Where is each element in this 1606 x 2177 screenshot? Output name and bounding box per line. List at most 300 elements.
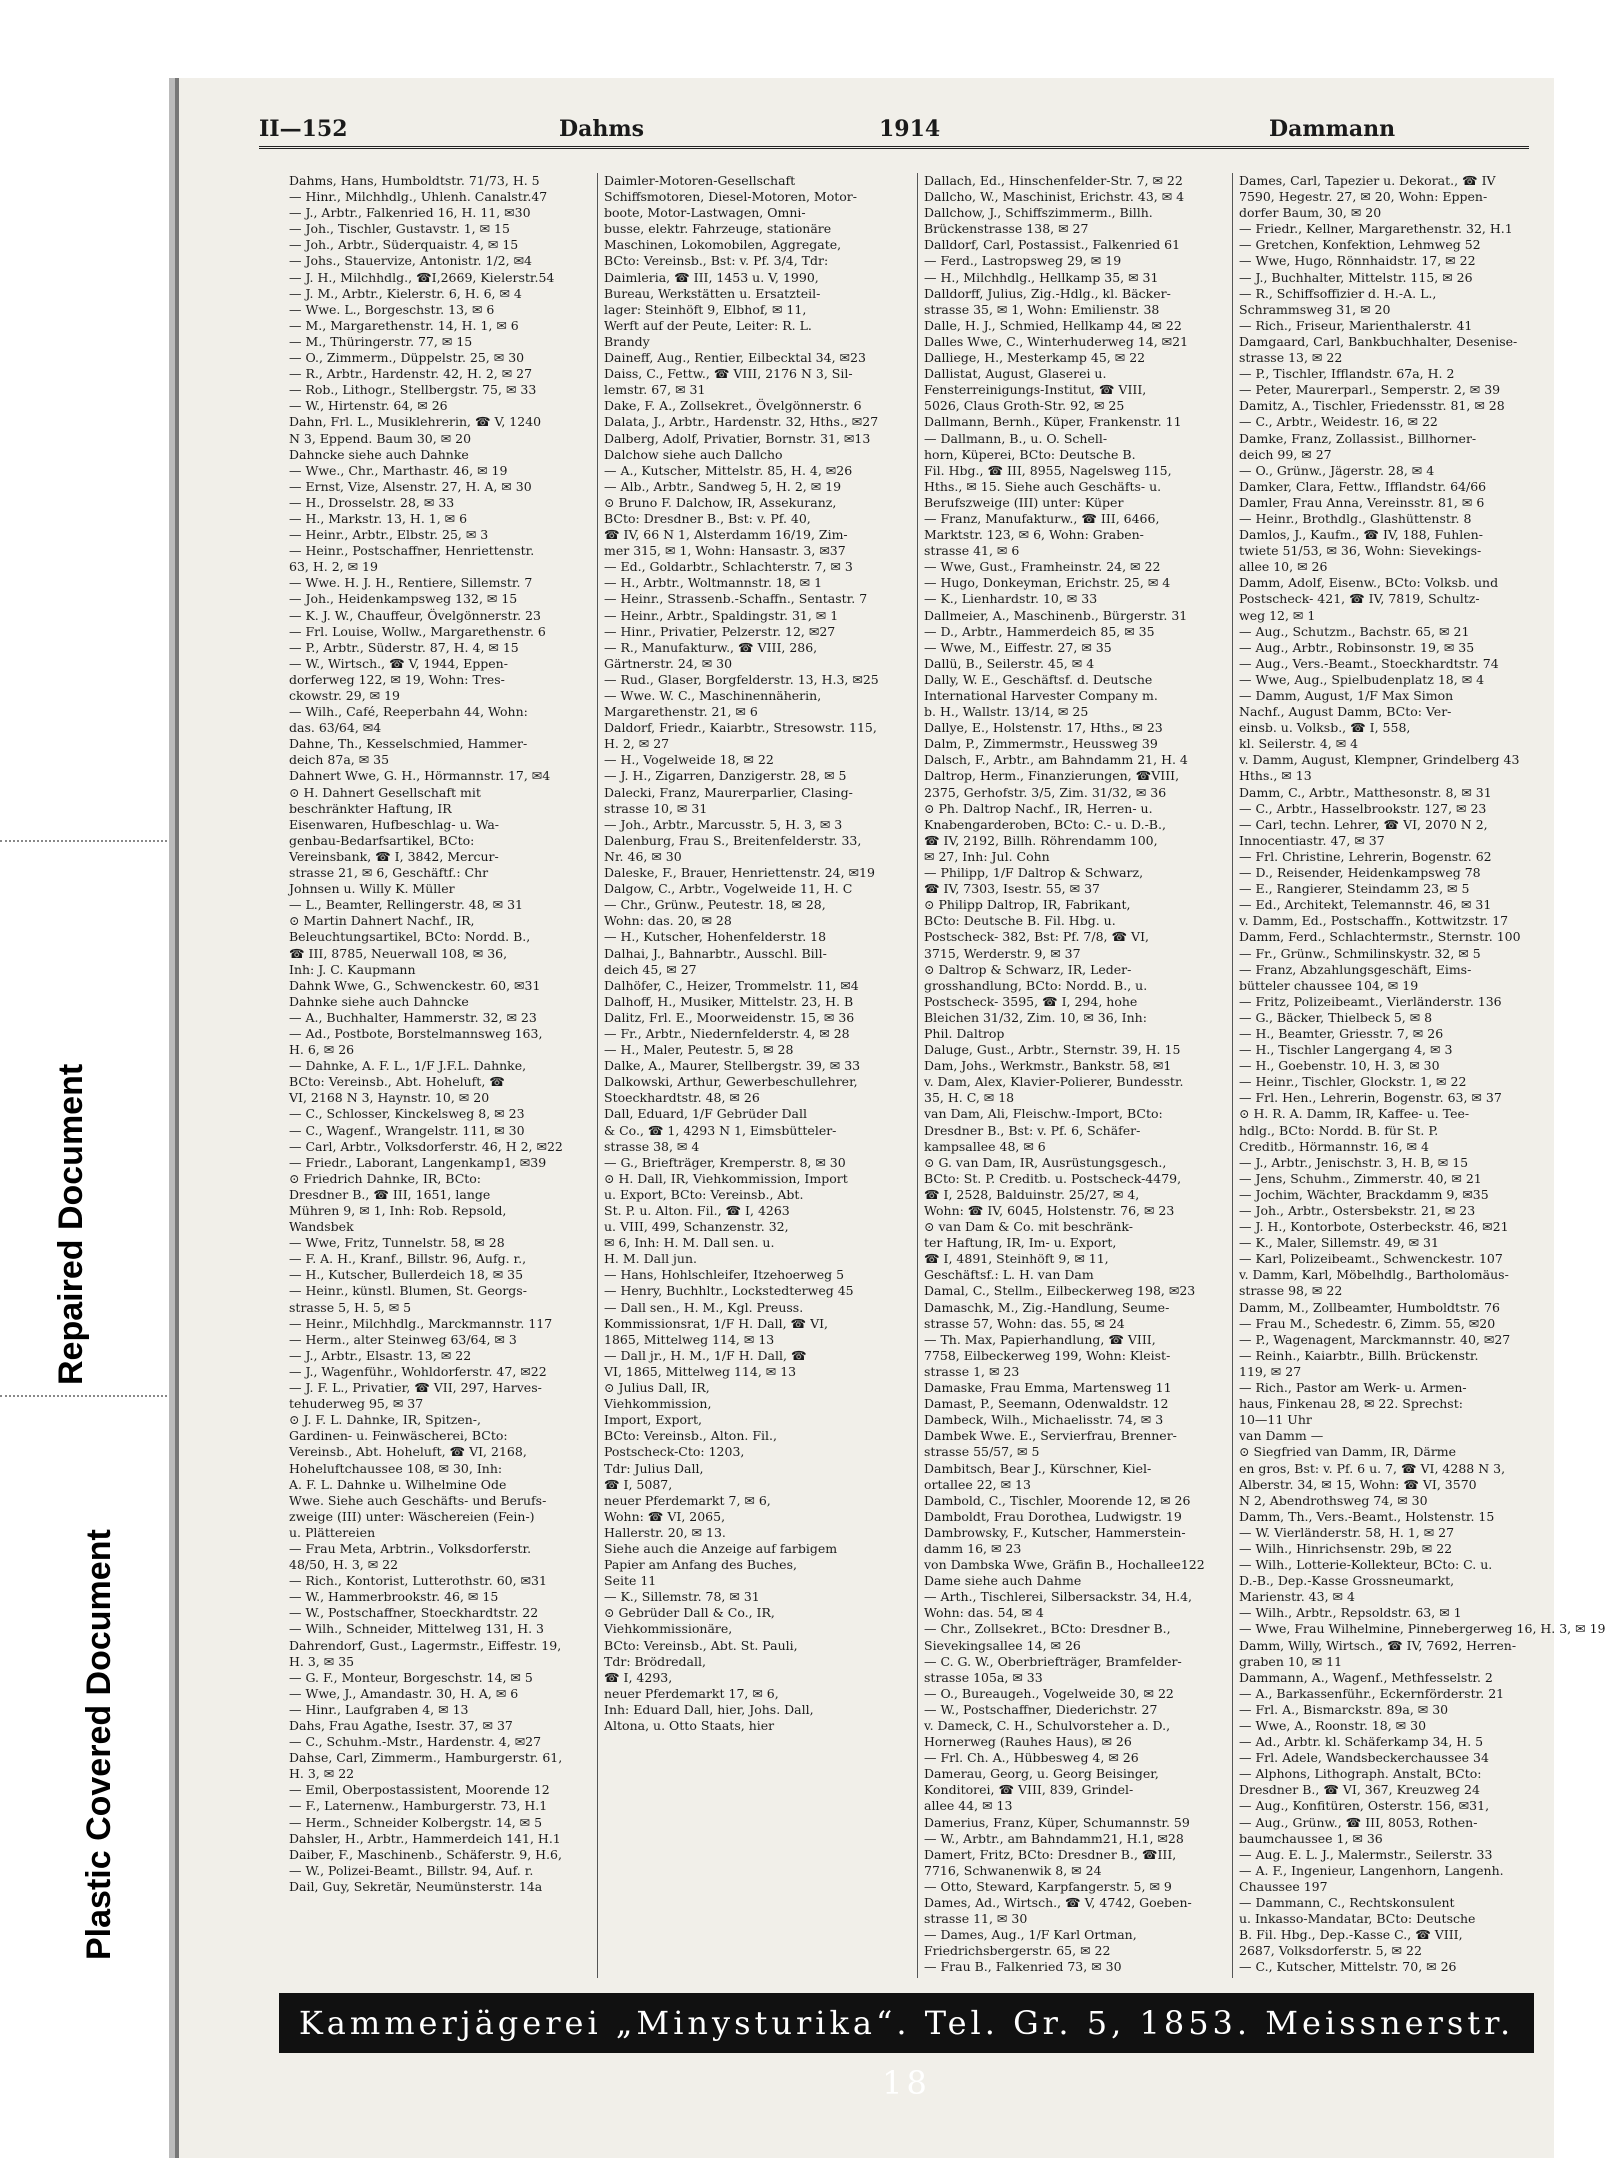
directory-entry-line: Wohn: ☎ VI, 2065, [604,1508,726,1524]
directory-entry-line: — Emil, Oberpostassistent, Moorende 12 [289,1782,550,1798]
directory-entry-line: — Wilh., Hinrichsenstr. 29b, ✉ 22 [1239,1540,1453,1556]
directory-entry-line: — Ad., Postbote, Borstelmannsweg 163, [289,1025,543,1041]
directory-entry-line: Damitz, A., Tischler, Friedensstr. 81, ✉ 28 [1239,398,1505,414]
directory-entry-line: — Wwe. W. C., Maschinennäherin, [604,688,822,703]
directory-entry-line: Dallach, Ed., Hinschenfelder-Str. 7, ✉ 22 [924,173,1183,188]
directory-entry-line: Dame siehe auch Dahme [924,1573,1082,1589]
directory-entry-line: Dalata, J., Arbtr., Hardenstr. 32, Hths., ✉27 [604,414,879,430]
directory-entry-line: — H., Drosselstr. 28, ✉ 33 [289,494,455,510]
directory-entry-line: — D., Arbtr., Hammerdeich 85, ✉ 35 [924,623,1155,639]
directory-entry-line: ⊙ Friedrich Dahnke, IR, BCto: [289,1170,482,1186]
directory-entry-line: — Frau Meta, Arbtrin., Volksdorferstr. [289,1540,532,1556]
directory-entry-line: — H., Beamter, Griesstr. 7, ✉ 26 [1239,1025,1444,1041]
directory-entry-line: bütteler chaussee 104, ✉ 19 [1239,977,1419,993]
directory-entry-line: Dames, Ad., Wirtsch., ☎ V, 4742, Goeben- [924,1895,1192,1911]
directory-entry-line: — O., Bureaugeh., Vogelweide 30, ✉ 22 [924,1685,1174,1701]
directory-entry-line: — Rud., Glaser, Borgfelderstr. 13, H.3, ✉25 [604,671,879,687]
directory-entry-line: Viehkommissionäre, [604,1621,733,1637]
directory-entry-line: Dalkowski, Arthur, Gewerbeschullehrer, [604,1074,858,1090]
directory-entry-line: Damgaard, Carl, Bankbuchhalter, Desenise- [1239,333,1518,349]
directory-entry-line: ortallee 22, ✉ 13 [924,1476,1031,1492]
column-divider [597,173,598,1978]
directory-entry-line: 5026, Claus Groth-Str. 92, ✉ 25 [924,398,1125,414]
directory-entry-line: Tdr: Julius Dall, [604,1460,704,1476]
directory-entry-line: ⊙ Siegfried van Damm, IR, Därme [1239,1444,1457,1460]
directory-entry-line: — Wwe, M., Eiffestr. 27, ✉ 35 [924,639,1112,655]
directory-entry-line: — Alphons, Lithograph. Anstalt, BCto: [1239,1766,1482,1782]
directory-entry-line: — W., Arbtr., am Bahndamm21, H.1, ✉28 [924,1830,1184,1846]
directory-entry-line: — Alb., Arbtr., Sandweg 5, H. 2, ✉ 19 [604,478,842,494]
directory-entry-line: — J. M., Arbtr., Kielerstr. 6, H. 6, ✉ 4 [289,285,522,301]
directory-entry-line: — C., Arbtr., Weidestr. 16, ✉ 22 [1239,414,1438,430]
directory-entry-line: Damast, P., Seemann, Odenwaldstr. 12 [924,1396,1169,1412]
directory-entry-line: — H., Markstr. 13, H. 1, ✉ 6 [289,510,468,526]
directory-column-1 [289,173,589,1983]
directory-entry-line: Chaussee 197 [1239,1878,1328,1894]
directory-entry-line: VI, 2168 N 3, Haynstr. 10, ✉ 20 [289,1090,490,1106]
directory-entry-line: neuer Pferdemarkt 17, ✉ 6, [604,1685,779,1701]
directory-entry-line: Nr. 46, ✉ 30 [604,848,682,864]
repaired-document-label: Repaired Document [52,1063,90,1385]
directory-entry-line: haus, Finkenau 28, ✉ 22. Sprechst: [1239,1396,1463,1412]
directory-entry-line: — Fr., Grünw., Schmilinskystr. 32, ✉ 5 [1239,945,1481,961]
directory-entry-line: Alberstr. 34, ✉ 15, Wohn: ☎ VI, 3570 [1239,1476,1477,1492]
directory-entry-line: van Dam, Ali, Fleischw.-Import, BCto: [924,1106,1163,1122]
directory-entry-line: — Franz, Manufakturw., ☎ III, 6466, [924,510,1160,526]
directory-entry-line: Dammann, A., Wagenf., Methfesselstr. 2 [1239,1669,1493,1685]
directory-entry-line: Dam, Johs., Werkmstr., Bankstr. 58, ✉1 [924,1058,1172,1074]
directory-entry-line: Dallmann, Bernh., Küper, Frankenstr. 11 [924,414,1182,430]
directory-entry-line: H. 3, ✉ 35 [289,1653,355,1669]
directory-entry-line: busse, elektr. Fahrzeuge, stationäre [604,221,832,237]
directory-entry-line: Hoheluftchaussee 108, ✉ 30, Inh: [289,1460,503,1476]
directory-entry-line: Seite 11 [604,1573,657,1589]
directory-entry-line: — C., Schlosser, Kinckelsweg 8, ✉ 23 [289,1106,525,1122]
directory-entry-line: Inh: Eduard Dall, hier, Johs. Dall, [604,1701,814,1717]
directory-entry-line: BCto: Deutsche B. Fil. Hbg. u. [924,913,1116,929]
directory-entry-line: Dahne, Th., Kesselschmied, Hammer- [289,736,528,752]
directory-entry-line: Dalberg, Adolf, Privatier, Bornstr. 31, ✉13 [604,430,871,446]
directory-entry-line: — Johs., Stauervize, Antonistr. 1/2, ✉4 [289,253,532,269]
directory-entry-line: Brückenstrasse 138, ✉ 27 [924,221,1089,237]
directory-entry-line: — Peter, Maurerparl., Semperstr. 2, ✉ 39 [1239,382,1501,398]
directory-entry-line: Bureau, Werkstätten u. Ersatzteil- [604,285,821,301]
directory-entry-line: ☎ IV, 66 N 1, Alsterdamm 16/19, Zim- [604,527,848,543]
directory-entry-line: — Friedr., Laborant, Langenkamp1, ✉39 [289,1154,547,1170]
directory-entry-line: Daiss, C., Fettw., ☎ VIII, 2176 N 3, Sil- [604,366,853,382]
directory-entry-line: — Heinr., Brothdlg., Glashüttenstr. 8 [1239,510,1472,526]
directory-entry-line: — H., Goebenstr. 10, H. 3, ✉ 30 [1239,1058,1440,1074]
directory-entry-line: Dresdner B., ☎ VI, 367, Kreuzweg 24 [1239,1782,1480,1798]
directory-entry-line: Dambek Wwe. E., Servierfrau, Brenner- [924,1428,1177,1444]
directory-entry-line: ⊙ Martin Dahnert Nachf., IR, [289,913,475,929]
directory-entry-line: Vereinsbank, ☎ I, 3842, Mercur- [289,848,499,864]
directory-entry-line: Wohn: das. 20, ✉ 28 [604,913,732,929]
directory-entry-line: — W. Vierländerstr. 58, H. 1, ✉ 27 [1239,1524,1455,1540]
directory-entry-line: Dallchow, J., Schiffszimmerm., Billh. [924,205,1153,221]
directory-entry-line: ⊙ Gebrüder Dall & Co., IR, [604,1605,775,1621]
directory-entry-line: — Chr., Zollsekret., BCto: Dresdner B., [924,1621,1171,1637]
directory-entry-line: Friedrichsbergerstr. 65, ✉ 22 [924,1943,1111,1959]
column-divider [1232,173,1233,1978]
directory-entry-line: Damaske, Frau Emma, Martensweg 11 [924,1380,1172,1396]
directory-entry-line: H. 2, ✉ 27 [604,736,670,752]
directory-entry-line: Brandy [604,333,650,349]
directory-entry-line: — Wwe, Frau Wilhelmine, Pinnebergerweg 16, H. 3, ✉ 19 [1239,1621,1606,1637]
directory-entry-line: — K., Sillemstr. 78, ✉ 31 [604,1589,760,1605]
directory-entry-line: — Wwe, Hugo, Rönnhaidstr. 17, ✉ 22 [1239,253,1476,269]
directory-entry-line: Eisenwaren, Hufbeschlag- u. Wa- [289,816,500,832]
directory-entry-line: — G., Briefträger, Kremperstr. 8, ✉ 30 [604,1154,846,1170]
directory-entry-line: das. 63/64, ✉4 [289,720,382,736]
directory-entry-line: — Hinr., Milchhdlg., Uhlenh. Canalstr.47 [289,189,548,205]
directory-entry-line: einsb. u. Volksb., ☎ I, 558, [1239,720,1411,736]
directory-entry-line: Daimleria, ☎ III, 1453 u. V, 1990, [604,269,819,285]
directory-entry-line: ⊙ G. van Dam, IR, Ausrüstungsgesch., [924,1154,1167,1170]
directory-entry-line: — Jens, Schuhm., Zimmerstr. 40, ✉ 21 [1239,1170,1482,1186]
directory-entry-line: Dahnk Wwe, G., Schwenckestr. 60, ✉31 [289,977,541,993]
directory-entry-line: Nachf., August Damm, BCto: Ver- [1239,704,1452,720]
directory-entry-line: — Wwe, J., Amandastr. 30, H. A, ✉ 6 [289,1685,519,1701]
directory-entry-line: — W., Hirtenstr. 64, ✉ 26 [289,398,448,414]
directory-entry-line: baumchaussee 1, ✉ 36 [1239,1830,1383,1846]
directory-entry-line: Schrammsweg 31, ✉ 20 [1239,301,1391,317]
directory-entry-line: Daineff, Aug., Rentier, Eilbecktal 34, ✉23 [604,350,866,366]
directory-entry-line: Dalliege, H., Mesterkamp 45, ✉ 22 [924,350,1146,366]
directory-entry-line: strasse 5, H. 5, ✉ 5 [289,1299,412,1315]
directory-entry-line: Johnsen u. Willy K. Müller [289,881,455,897]
directory-entry-line: Postscheck- 382, Bst: Pf. 7/8, ☎ VI, [924,929,1149,945]
directory-entry-line: tehuderweg 95, ✉ 37 [289,1396,424,1412]
directory-entry-line: Dall, Eduard, 1/F Gebrüder Dall [604,1106,808,1122]
directory-entry-line: Dalenburg, Frau S., Breitenfelderstr. 33, [604,832,862,848]
directory-entry-line: Postscheck- 3595, ☎ I, 294, hohe [924,993,1138,1009]
directory-entry-line: von Dambska Wwe, Gräfin B., Hochallee122 [924,1557,1205,1573]
directory-entry-line: Damboldt, Frau Dorothea, Ludwigstr. 19 [924,1508,1182,1524]
directory-entry-line: Daltrop, Herm., Finanzierungen, ☎VIII, [924,768,1180,784]
directory-entry-line: — Wwe, Fritz, Tunnelstr. 58, ✉ 28 [289,1235,505,1251]
directory-entry-line: — A. F., Ingenieur, Langenhorn, Langenh. [1239,1862,1504,1878]
directory-entry-line: Damm, Th., Vers.-Beamt., Holstenstr. 15 [1239,1508,1495,1524]
directory-column-4 [1239,173,1606,1983]
directory-entry-line: — Hinr., Privatier, Pelzerstr. 12, ✉27 [604,623,836,639]
directory-entry-line: ckowstr. 29, ✉ 19 [289,688,400,703]
directory-entry-line: — Frl. Adele, Wandsbeckerchaussee 34 [1239,1750,1489,1766]
directory-entry-line: — Hinr., Laufgraben 4, ✉ 13 [289,1701,469,1717]
directory-entry-line: Marktstr. 123, ✉ 6, Wohn: Graben- [924,527,1144,543]
directory-entry-line: Dalhoff, H., Musiker, Mittelstr. 23, H. B [604,993,854,1009]
directory-entry-line: zweige (III) unter: Wäschereien (Fein-) [289,1508,535,1524]
directory-entry-line: Altona, u. Otto Staats, hier [604,1718,775,1733]
directory-entry-line: — H., Maler, Peutestr. 5, ✉ 28 [604,1042,794,1058]
directory-entry-line: B. Fil. Hbg., Dep.-Kasse C., ☎ VIII, [1239,1927,1463,1943]
directory-entry-line: ⊙ H. Dall, IR, Viehkommission, Import [604,1170,848,1186]
directory-entry-line: allee 10, ✉ 26 [1239,559,1328,575]
directory-entry-line: v. Damm, August, Klempner, Grindelberg 43 [1239,752,1520,768]
directory-entry-line: Tdr: Brödredall, [604,1653,706,1669]
directory-entry-line: ☎ III, 8785, Neuerwall 108, ✉ 36, [289,945,508,961]
directory-entry-line: — Wwe, A., Roonstr. 18, ✉ 30 [1239,1718,1427,1733]
directory-entry-line: b. H., Wallstr. 13/14, ✉ 25 [924,704,1089,720]
directory-entry-line: Dambrowsky, F., Kutscher, Hammerstein- [924,1524,1186,1540]
directory-entry-line: — Heinr., Strassenb.-Schaffn., Sentastr. 7 [604,591,868,607]
directory-entry-line: 35, H. C, ✉ 18 [924,1090,1015,1106]
directory-entry-line: D.-B., Dep.-Kasse Grossneumarkt, [1239,1573,1455,1589]
directory-entry-line: Damert, Fritz, BCto: Dresdner B., ☎III, [924,1846,1177,1862]
directory-entry-line: ✉ 6, Inh: H. M. Dall sen. u. [604,1235,775,1251]
directory-entry-line: — W., Hammerbrookstr. 46, ✉ 15 [289,1589,499,1605]
directory-entry-line: — Chr., Grünw., Peutestr. 18, ✉ 28, [604,897,826,913]
directory-entry-line: — R., Arbtr., Hardenstr. 42, H. 2, ✉ 27 [289,366,533,382]
directory-entry-line: Damm, Adolf, Eisenw., BCto: Volksb. und [1239,575,1499,591]
directory-entry-line: BCto: Vereinsb., Alton. Fil., [604,1428,777,1444]
directory-entry-line: strasse 105a, ✉ 33 [924,1669,1043,1685]
directory-entry-line: — Rob., Lithogr., Stellbergstr. 75, ✉ 33 [289,382,537,398]
directory-entry-line: ⊙ Bruno F. Dalchow, IR, Assekuranz, [604,494,837,510]
directory-entry-line: lemstr. 67, ✉ 31 [604,382,706,398]
directory-entry-line: Dahrendorf, Gust., Lagermstr., Eiffestr. 19, [289,1637,562,1653]
directory-entry-line: — K., Maler, Sillemstr. 49, ✉ 31 [1239,1235,1439,1251]
directory-entry-line: allee 44, ✉ 13 [924,1798,1013,1814]
directory-entry-line: Inh: J. C. Kaupmann [289,961,416,977]
directory-entry-line: Dalldorff, Julius, Zig.-Hdlg., kl. Bäcker- [924,285,1171,301]
directory-entry-line: Dallmeier, A., Maschinenb., Bürgerstr. 31 [924,607,1188,623]
directory-entry-line: genbau-Bedarfsartikel, BCto: [289,832,475,848]
page-header [259,116,1529,149]
directory-entry-line: — Wwe, Gust., Framheinstr. 24, ✉ 22 [924,559,1161,575]
directory-entry-line: mer 315, ✉ 1, Wohn: Hansastr. 3, ✉37 [604,543,846,559]
directory-entry-line: deich 45, ✉ 27 [604,961,697,977]
directory-entry-line: Damm, M., Zollbeamter, Humboldtstr. 76 [1239,1299,1500,1315]
directory-entry-line: — P., Arbtr., Süderstr. 87, H. 4, ✉ 15 [289,639,519,655]
directory-entry-line: H. M. Dall jun. [604,1251,697,1267]
directory-entry-line: Dalm, P., Zimmermstr., Heussweg 39 [924,736,1158,752]
directory-entry-line: — Ed., Architekt, Telemannstr. 46, ✉ 31 [1239,897,1492,913]
directory-entry-line: Daluge, Gust., Arbtr., Sternstr. 39, H. 15 [924,1042,1181,1058]
directory-entry-line: — Gretchen, Konfektion, Lehmweg 52 [1239,237,1481,253]
directory-entry-line: — F. A. H., Kranf., Billstr. 96, Aufg. r., [289,1251,527,1267]
directory-entry-line: — C. G. W., Oberbriefträger, Bramfelder- [924,1653,1182,1669]
directory-entry-line: — J., Arbtr., Falkenried 16, H. 11, ✉30 [289,205,531,221]
directory-entry-line: Fil. Hbg., ☎ III, 8955, Nagelsweg 115, [924,462,1172,478]
directory-entry-line: — P., Wagenagent, Marckmannstr. 40, ✉27 [1239,1331,1511,1347]
directory-entry-line: — Aug., Schutzm., Bachstr. 65, ✉ 21 [1239,623,1470,639]
directory-entry-line: strasse 41, ✉ 6 [924,543,1020,559]
directory-entry-line: — Wilh., Arbtr., Repsoldstr. 63, ✉ 1 [1239,1605,1462,1621]
directory-entry-line: Marienstr. 43, ✉ 4 [1239,1589,1355,1605]
directory-entry-line: — Jochim, Wächter, Brackdamm 9, ✉35 [1239,1186,1489,1202]
directory-entry-line: Dake, F. A., Zollsekret., Övelgönnerstr. 6 [604,398,862,414]
directory-entry-line: — W., Wirtsch., ☎ V, 1944, Eppen- [289,655,508,671]
directory-entry-line: — Heinr., künstl. Blumen, St. Georgs- [289,1283,527,1299]
directory-entry-line: Dahs, Frau Agathe, Isestr. 37, ✉ 37 [289,1718,513,1733]
directory-entry-line: — Th. Max, Papierhandlung, ☎ VIII, [924,1331,1156,1347]
plastic-covered-document-label: Plastic Covered Document [80,1529,118,1960]
directory-entry-line: — Hugo, Donkeyman, Erichstr. 25, ✉ 4 [924,575,1171,591]
directory-entry-line: — H., Kutscher, Hohenfelderstr. 18 [604,929,827,945]
directory-entry-line: — Philipp, 1/F Daltrop & Schwarz, [924,865,1144,881]
directory-entry-line: strasse 21, ✉ 6, Geschäftf.: Chr [289,865,489,881]
directory-entry-line: Hornerweg (Rauhes Haus), ✉ 26 [924,1734,1132,1750]
directory-entry-line: ter Haftung, IR, Im- u. Export, [924,1235,1117,1251]
directory-entry-line: Sievekingsallee 14, ✉ 26 [924,1637,1081,1653]
directory-entry-line: grosshandlung, BCto: Nordd. B., u. [924,977,1148,993]
directory-entry-line: graben 10, ✉ 11 [1239,1653,1343,1669]
directory-entry-line: — Dall sen., H. M., Kgl. Preuss. [604,1299,804,1315]
directory-entry-line: v. Dameck, C. H., Schulvorsteher a. D., [924,1718,1171,1733]
directory-entry-line: — F., Laternenw., Hamburgerstr. 73, H.1 [289,1798,548,1814]
directory-entry-line: ⊙ Julius Dall, IR, [604,1380,710,1396]
directory-entry-line: Dresdner B., ☎ III, 1651, lange [289,1186,491,1202]
directory-entry-line: — A., Barkassenführ., Eckernförderstr. 21 [1239,1685,1505,1701]
directory-entry-line: — Otto, Steward, Karpfangerstr. 5, ✉ 9 [924,1878,1172,1894]
directory-entry-line: ☎ IV, 7303, Isestr. 55, ✉ 37 [924,881,1100,897]
directory-entry-line: — Ernst, Vize, Alsenstr. 27, H. A, ✉ 30 [289,478,532,494]
directory-entry-line: — Frl. Louise, Wollw., Margarethenstr. 6 [289,623,546,639]
directory-entry-line: — Joh., Arbtr., Ostersbekstr. 21, ✉ 23 [1239,1203,1476,1218]
directory-entry-line: — A., Buchhalter, Hammerstr. 32, ✉ 23 [289,1009,537,1025]
directory-entry-line: Dalldorf, Carl, Postassist., Falkenried 61 [924,237,1181,253]
directory-entry-line: BCto: Vereinsb., Abt. Hoheluft, ☎ [289,1074,505,1090]
directory-entry-line: Dahn, Frl. L., Musiklehrerin, ☎ V, 1240 [289,414,542,430]
directory-entry-line: — D., Reisender, Heidenkampsweg 78 [1239,865,1481,881]
directory-entry-line: u. Export, BCto: Vereinsb., Abt. [604,1186,804,1202]
directory-entry-line: — Wilh., Café, Reeperbahn 44, Wohn: [289,704,528,720]
directory-entry-line: Innocentiastr. 47, ✉ 37 [1239,832,1385,848]
directory-entry-line: Dahse, Carl, Zimmerm., Hamburgerstr. 61, [289,1750,563,1766]
directory-entry-line: v. Damm, Ed., Postschaffn., Kottwitzstr. 17 [1239,913,1509,929]
directory-entry-line: — Dallmann, B., u. O. Schell- [924,430,1108,446]
directory-entry-line: Gardinen- u. Feinwäscherei, BCto: [289,1428,508,1444]
directory-entry-line: horn, Küperei, BCto: Deutsche B. [924,446,1136,462]
directory-entry-line: — Dahnke, A. F. L., 1/F J.F.L. Dahnke, [289,1058,527,1074]
directory-entry-line: Damler, Frau Anna, Vereinsstr. 81, ✉ 6 [1239,494,1485,510]
directory-entry-line: BCto: Dresdner B., Bst: v. Pf. 40, [604,510,811,526]
directory-entry-line: Maschinen, Lokomobilen, Aggregate, [604,237,842,253]
directory-entry-line: — Heinr., Arbtr., Elbstr. 25, ✉ 3 [289,527,489,543]
directory-entry-line: Dallü, B., Seilerstr. 45, ✉ 4 [924,655,1095,671]
directory-entry-line: — Friedr., Kellner, Margarethenstr. 32, H.1 [1239,221,1513,237]
label-separator [0,840,175,842]
directory-entry-line: — Wilh., Lotterie-Kollekteur, BCto: C. u. [1239,1557,1493,1573]
directory-entry-line: Dames, Carl, Tapezier u. Dekorat., ☎ IV [1239,173,1496,188]
directory-entry-line: A. F. L. Dahnke u. Wilhelmine Ode [289,1476,507,1492]
directory-entry-line: Damerau, Georg, u. Georg Beisinger, [924,1766,1159,1782]
directory-entry-line: 3715, Werderstr. 9, ✉ 37 [924,945,1081,961]
directory-entry-line: Dalle, H. J., Schmied, Hellkamp 44, ✉ 22 [924,317,1182,333]
directory-entry-line: — J. H., Milchhdlg., ☎I,2669, Kielerstr.54 [289,269,555,285]
directory-entry-line: Dalles Wwe, C., Winterhuderweg 14, ✉21 [924,333,1189,349]
directory-entry-line: Margarethenstr. 21, ✉ 6 [604,704,758,720]
directory-entry-line: Knabengarderoben, BCto: C.- u. D.-B., [924,816,1166,832]
directory-entry-line: Mühren 9, ✉ 1, Inh: Rob. Repsold, [289,1203,507,1218]
directory-entry-line: — P., Tischler, Ifflandstr. 67a, H. 2 [1239,366,1455,382]
directory-entry-line: — J. F. L., Privatier, ☎ VII, 297, Harves- [289,1380,542,1396]
directory-entry-line: strasse 10, ✉ 31 [604,800,708,816]
directory-entry-line: ☎ IV, 2192, Billh. Röhrendamm 100, [924,832,1158,848]
directory-entry-line: — Franz, Abzahlungsgeschäft, Eims- [1239,961,1472,977]
directory-entry-line: — O., Zimmerm., Düppelstr. 25, ✉ 30 [289,350,525,366]
directory-entry-line: — Fritz, Polizeibeamt., Vierländerstr. 136 [1239,993,1502,1009]
directory-entry-line: — Frau B., Falkenried 73, ✉ 30 [924,1959,1122,1975]
directory-entry-line: — A., Kutscher, Mittelstr. 85, H. 4, ✉26 [604,462,853,478]
directory-entry-line: Dalhöfer, C., Heizer, Trommelstr. 11, ✉4 [604,977,859,993]
directory-entry-line: BCto: Vereinsb., Abt. St. Pauli, [604,1637,798,1653]
directory-entry-line: Dahsler, H., Arbtr., Hammerdeich 141, H.1 [289,1830,561,1846]
directory-entry-line: — O., Grünw., Jägerstr. 28, ✉ 4 [1239,462,1435,478]
directory-entry-line: — H., Arbtr., Woltmannstr. 18, ✉ 1 [604,575,823,591]
directory-entry-line: — Joh., Arbtr., Marcusstr. 5, H. 3, ✉ 3 [604,816,843,832]
directory-entry-line: strasse 55/57, ✉ 5 [924,1444,1040,1460]
directory-entry-line: VI, 1865, Mittelweg 114, ✉ 13 [604,1363,797,1379]
directory-entry-line: — Joh., Arbtr., Süderquaistr. 4, ✉ 15 [289,237,519,253]
directory-entry-line: — Dall jr., H. M., 1/F H. Dall, ☎ [604,1347,807,1363]
directory-entry-line: — K., Lienhardstr. 10, ✉ 33 [924,591,1098,607]
directory-entry-line: — Fr., Arbtr., Niedernfelderstr. 4, ✉ 28 [604,1025,850,1041]
directory-entry-line: Damm, Ferd., Schlachtermstr., Sternstr. 100 [1239,929,1521,945]
directory-entry-line: ☎ I, 4891, Steinhöft 9, ✉ 11, [924,1251,1109,1267]
directory-entry-line: Daimler-Motoren-Gesellschaft [604,173,796,188]
directory-entry-line: ⊙ Ph. Daltrop Nachf., IR, Herren- u. [924,800,1153,816]
directory-entry-line: u. Plättereien [289,1524,376,1540]
directory-entry-line: Dahncke siehe auch Dahnke [289,446,469,462]
directory-entry-line: — R., Schiffsoffizier d. H.-A. L., [1239,285,1437,301]
directory-entry-line: Dahnert Wwe, G. H., Hörmannstr. 17, ✉4 [289,768,551,784]
directory-entry-line: Hths., ✉ 13 [1239,768,1312,784]
directory-entry-line: Damm, Willy, Wirtsch., ☎ IV, 7692, Herren- [1239,1637,1517,1653]
directory-entry-line: — C., Schuhm.-Mstr., Hardenstr. 4, ✉27 [289,1734,542,1750]
directory-entry-line: Dambold, C., Tischler, Moorende 12, ✉ 26 [924,1492,1191,1508]
directory-entry-line: — Rich., Kontorist, Lutterothstr. 60, ✉31 [289,1573,547,1589]
directory-entry-line: en gros, Bst: v. Pf. 6 u. 7, ☎ VI, 4288 N 3, [1239,1460,1506,1476]
directory-entry-line: — Rich., Pastor am Werk- u. Armen- [1239,1380,1467,1396]
directory-entry-line: — Carl, Arbtr., Volksdorferstr. 46, H 2, ✉22 [289,1138,563,1154]
directory-entry-line: Postscheck-Cto: 1203, [604,1444,745,1460]
directory-entry-line: — Frl. A., Bismarckstr. 89a, ✉ 30 [1239,1701,1449,1717]
directory-entry-line: Gärtnerstr. 24, ✉ 30 [604,655,733,671]
directory-entry-line: kampsallee 48, ✉ 6 [924,1138,1046,1154]
directory-entry-line: Damal, C., Stellm., Eilbeckerweg 198, ✉23 [924,1283,1196,1299]
directory-entry-line: Wohn: ☎ IV, 6045, Holstenstr. 76, ✉ 23 [924,1203,1175,1218]
directory-entry-line: Wohn: das. 54, ✉ 4 [924,1605,1044,1621]
directory-entry-line: lager: Steinhöft 9, Elbhof, ✉ 11, [604,301,807,317]
directory-entry-line: Wwe. Siehe auch Geschäfts- und Berufs- [289,1492,547,1508]
directory-entry-line: — H., Milchhdlg., Hellkamp 35, ✉ 31 [924,269,1159,285]
directory-entry-line: damm 16, ✉ 23 [924,1540,1022,1556]
directory-entry-line: — C., Arbtr., Hasselbrookstr. 127, ✉ 23 [1239,800,1487,816]
directory-entry-line: — H., Vogelweide 18, ✉ 22 [604,752,774,768]
directory-entry-line: ☎ I, 2528, Balduinstr. 25/27, ✉ 4, [924,1186,1140,1202]
directory-entry-line: 119, ✉ 27 [1239,1363,1302,1379]
directory-entry-line: — Heinr., Postschaffner, Henriettenstr. [289,543,535,559]
directory-entry-line: Fensterreinigungs-Institut, ☎ VIII, [924,382,1147,398]
directory-entry-line: — Heinr., Tischler, Glockstr. 1, ✉ 22 [1239,1074,1467,1090]
directory-entry-line: — C., Kutscher, Mittelstr. 70, ✉ 26 [1239,1959,1457,1975]
directory-entry-line: Dallye, E., Holstenstr. 17, Hths., ✉ 23 [924,720,1163,736]
directory-entry-line: — Frl. Christine, Lehrerin, Bogenstr. 62 [1239,848,1492,864]
directory-entry-line: BCto: St. P. Creditb. u. Postscheck-4479, [924,1170,1182,1186]
directory-entry-line: Hallerstr. 20, ✉ 13. [604,1524,726,1540]
directory-entry-line: strasse 35, ✉ 1, Wohn: Emilienstr. 38 [924,301,1160,317]
directory-entry-line: — Wwe. L., Borgeschstr. 13, ✉ 6 [289,301,495,317]
directory-entry-line: Dalgow, C., Arbtr., Vogelweide 11, H. C [604,881,853,897]
directory-column-2 [604,173,904,1983]
directory-entry-line: v. Dam, Alex, Klavier-Polierer, Bundesstr. [924,1074,1184,1090]
directory-entry-line: kl. Seilerstr. 4, ✉ 4 [1239,736,1359,752]
directory-entry-line: — Herm., Schneider Kolbergstr. 14, ✉ 5 [289,1814,543,1830]
directory-entry-line: Dahms, Hans, Humboldtstr. 71/73, H. 5 [289,173,540,188]
directory-entry-line: boote, Motor-Lastwagen, Omni- [604,205,806,221]
